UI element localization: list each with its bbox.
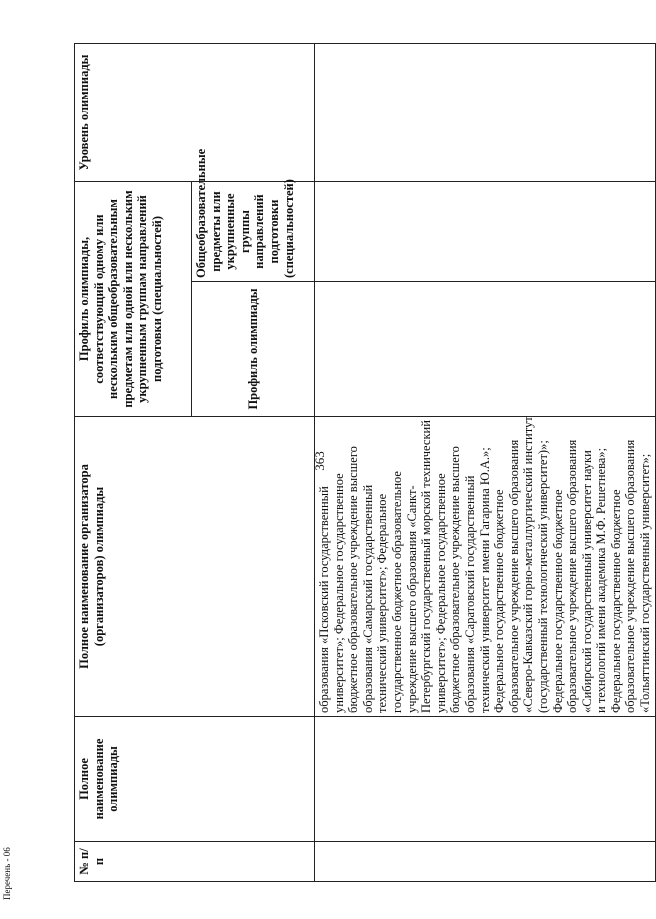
cell-subjects: [315, 181, 656, 281]
organizer-line: университет»; Федеральное государственное: [331, 473, 346, 713]
header-subjects: Общеобразовательные предметы или укрупненные группы направлений подготовки (специальностей): [192, 181, 315, 281]
organizer-line: и технологий имени академика М.Ф. Решетнева»;: [594, 447, 609, 713]
table-header-row: [75, 43, 192, 881]
organizer-line: технический университет»; Федеральное: [375, 493, 390, 713]
organizer-line: «Сибирский государственный университет науки: [579, 450, 594, 713]
organizer-line: учреждение высшего образования «Санкт-: [404, 485, 419, 713]
header-organizer: Полное наименование организатора (организаторов) олимпиады: [75, 417, 315, 717]
organizer-line: образовательное учреждение высшего образования: [565, 439, 580, 713]
organizer-line: «Тольяттинский государственный университет»;: [638, 453, 653, 713]
organizer-lines: [317, 416, 653, 713]
header-num: № п/п: [75, 842, 315, 882]
header-profile: Профиль олимпиады: [192, 282, 315, 417]
organizer-line: государственное бюджетное образовательное: [389, 471, 404, 713]
organizer-line: образовательное учреждение высшего образования: [506, 439, 521, 713]
cell-profile: [315, 282, 656, 417]
organizer-line: образования «Псковский государственный: [317, 486, 331, 713]
organizer-line: образования «Саратовский государственный: [462, 475, 477, 713]
rotated-table-container: [74, 44, 653, 882]
header-profile-group: Профиль олимпиады, соответствующий одному или нескольким общеобразовательным предметам или одной или нескольким укрупненным группам направлений подготовки (специальностей): [75, 181, 192, 416]
cell-organizer: [315, 417, 656, 717]
table-row: [315, 43, 656, 881]
organizer-line: (государственный технологический университет)»;: [535, 440, 550, 713]
organizer-line: Петербургский государственный морской технический: [419, 420, 434, 713]
cell-num: [315, 842, 656, 882]
cell-level: [315, 43, 656, 181]
organizer-line: Федеральное государственное бюджетное: [492, 489, 507, 713]
header-level: Уровень олимпиады: [75, 43, 315, 181]
organizer-line: бюджетное образовательное учреждение высшего: [448, 446, 463, 713]
cell-name: [315, 717, 656, 842]
organizer-line: образования «Самарский государственный: [360, 484, 375, 713]
organizer-line: Федеральное государственное бюджетное: [550, 489, 565, 713]
olympiad-table: [74, 43, 656, 882]
organizer-line: образовательное учреждение высшего образования: [623, 439, 638, 713]
header-name: Полное наименование олимпиады: [75, 717, 315, 842]
page-number: 363: [311, 451, 327, 471]
organizer-line: Федеральное государственное бюджетное: [608, 489, 623, 713]
organizer-line: университет»; Федеральное государственное: [433, 473, 448, 713]
footer-note: Перечень - 06: [2, 847, 12, 900]
organizer-line: бюджетное образовательное учреждение высшего: [346, 446, 361, 713]
organizer-line: технический университет имени Гагарина Ю.А.»;: [477, 447, 492, 713]
organizer-line: «Северо-Кавказский горно-металлургический институт: [521, 416, 536, 713]
